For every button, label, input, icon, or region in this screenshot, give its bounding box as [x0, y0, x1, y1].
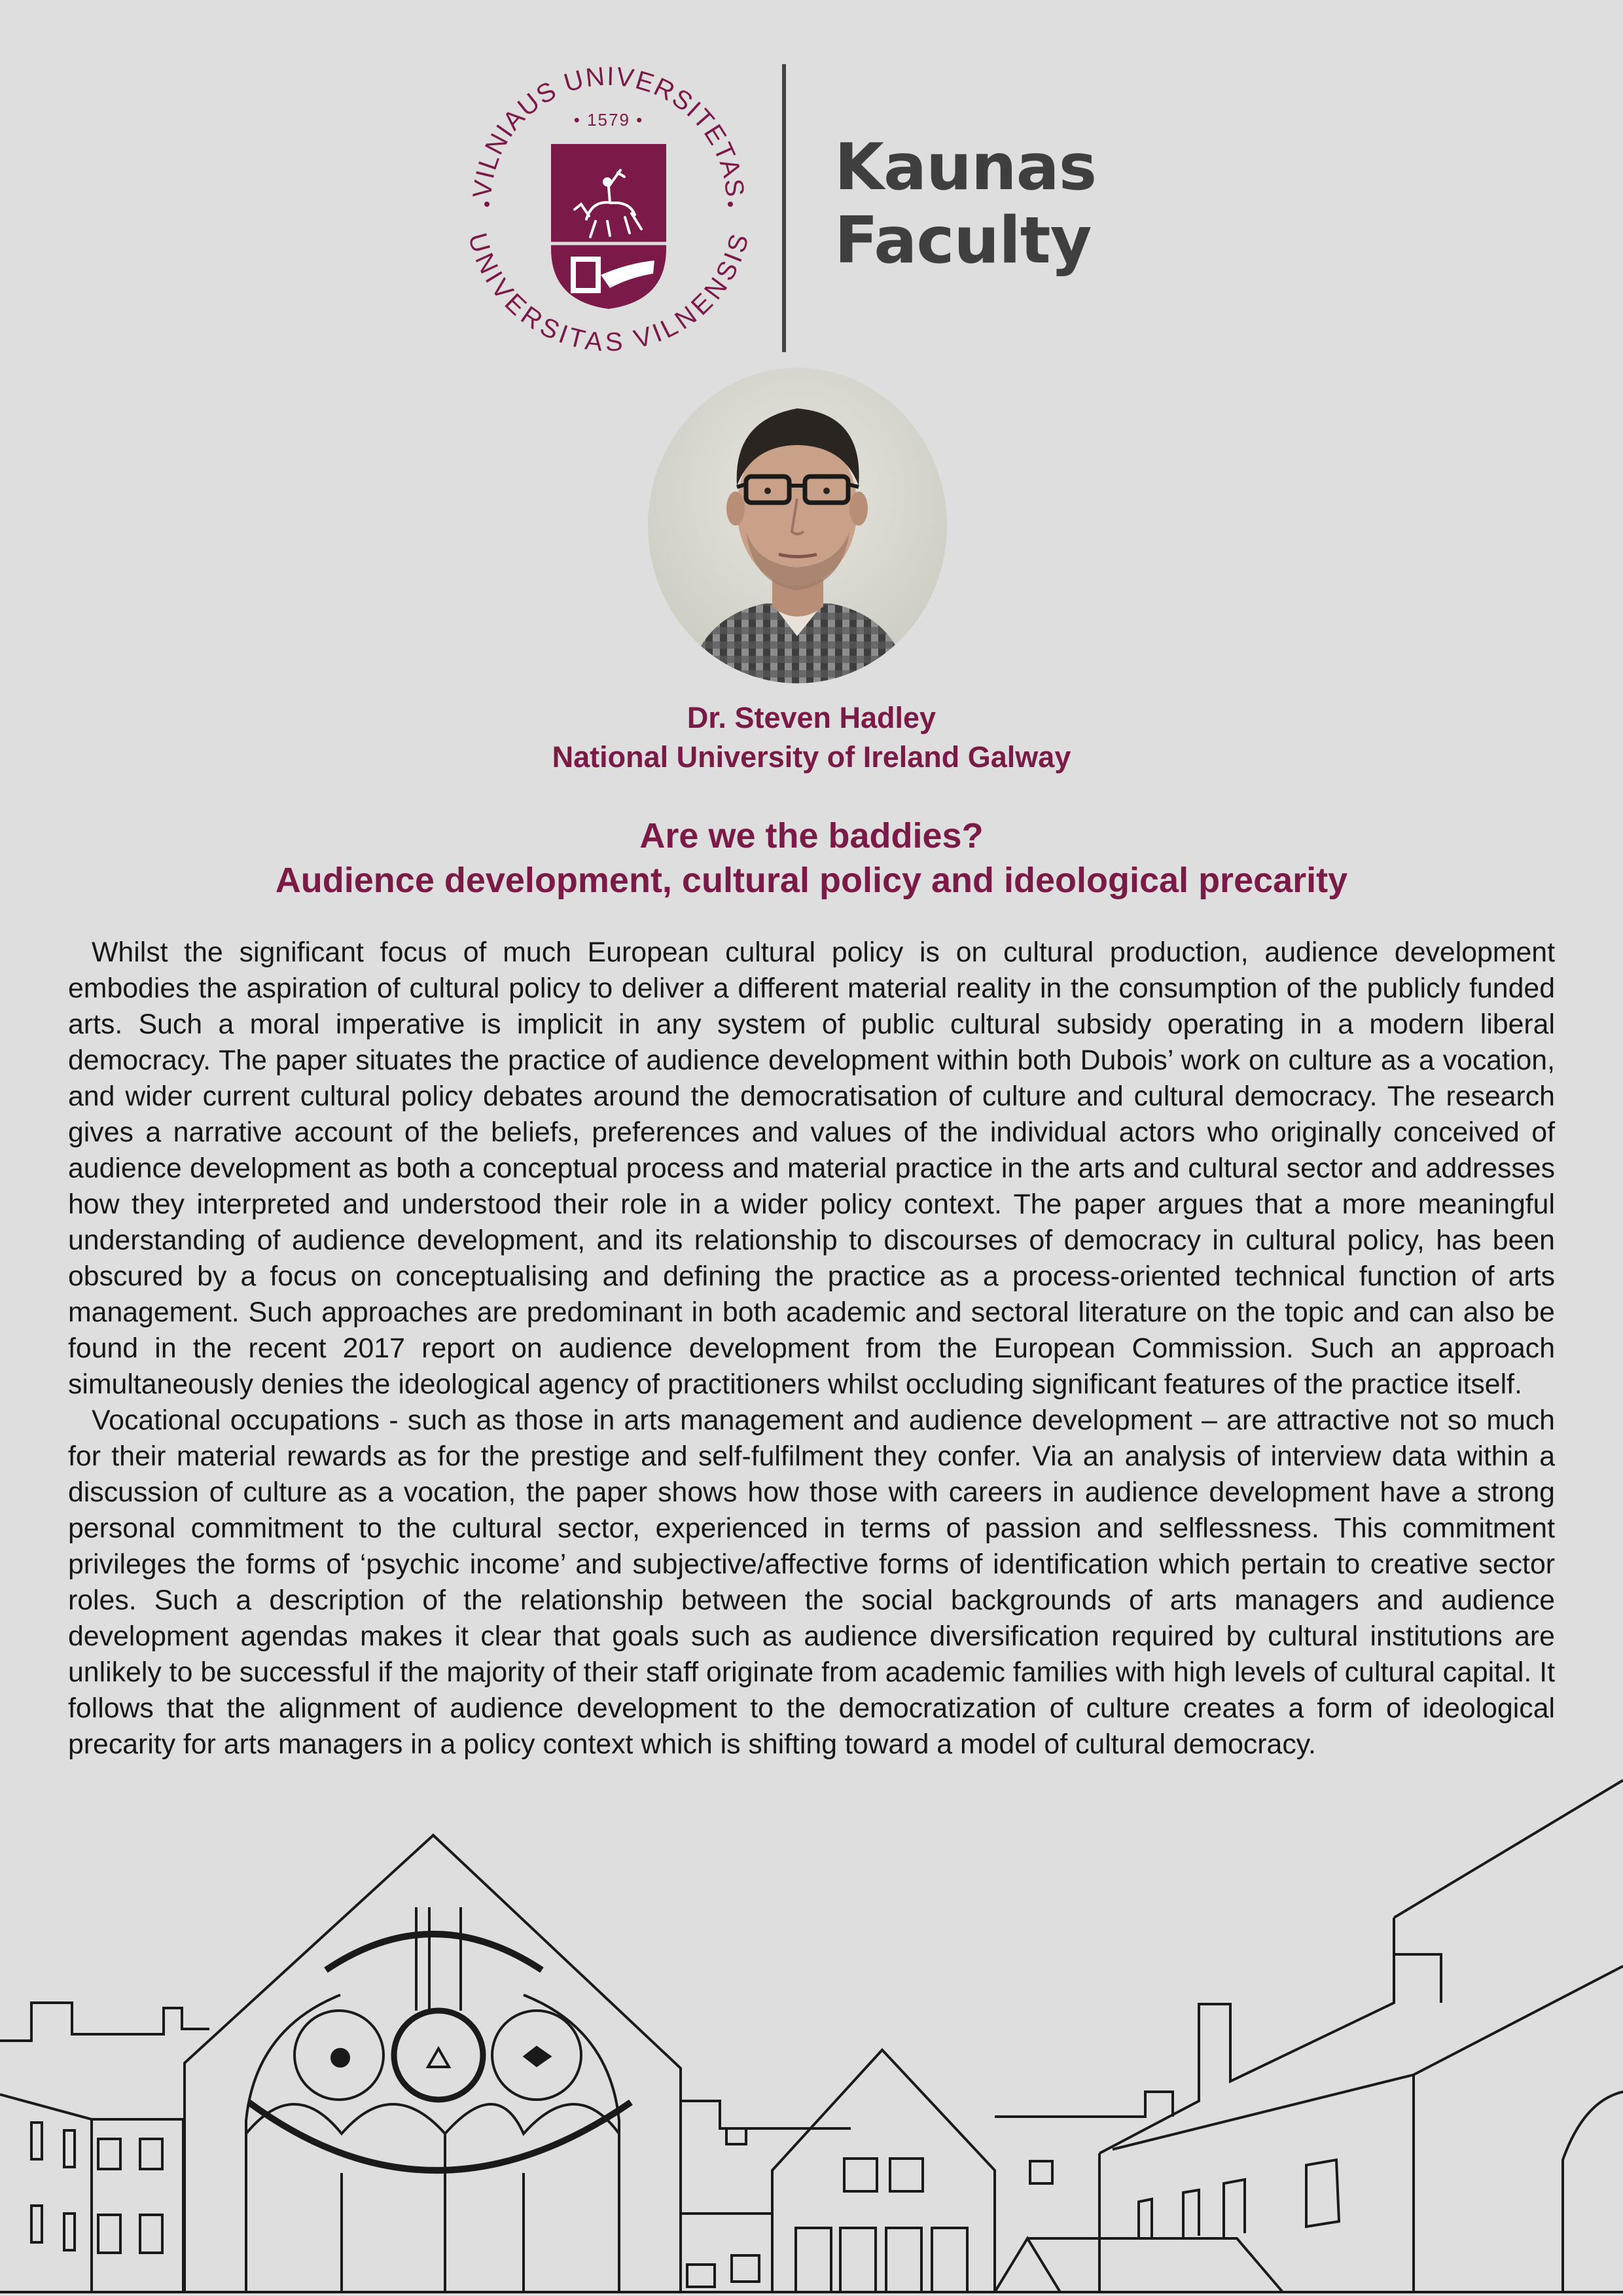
abstract-paragraph-2: Vocational occupations - such as those in arts management and audience development – are attractive not so much for their material rewards as for the prestige and self-fulfilment they confer. Via an analysis of interview data within a discussion of culture as a vocation, the paper shows how those with careers in audience development have a strong personal commitment to the cultural sector, experienced in terms of passion and selflessness. This commitment privileges the forms of ‘psychic income’ and subjective/affective forms of identification which pertain to creative sector roles. Such a description of the relationship between the social backgrounds of arts managers and audience development agendas makes it clear that goals such as audience diversification required by cultural institutions are unlikely to be successful if the majority of their staff originate from academic families with high levels of cultural capital. It follows that the alignment of audience development to the democratization of culture creates a form of ideological precarity for arts managers in a policy context which is shifting toward a model of cultural democracy.: [68, 1405, 1555, 1760]
speaker-name: Dr. Steven Hadley: [687, 701, 936, 734]
speaker-photo: [648, 368, 947, 683]
faculty-name: [834, 131, 1096, 278]
seal-year: 1579: [587, 110, 630, 130]
svg-text:• 1579 •: • 1579 •: [573, 110, 644, 130]
abstract-paragraph-1: Whilst the significant focus of much European cultural policy is on cultural production, audience development embodies the aspiration of cultural policy to deliver a different material reality in the consumption of the publicly funded arts. Such a moral imperative is implicit in any system of public cultural subsidy operating in a modern liberal democracy. The paper situates the practice of audience development within both Dubois’ work on culture as a vocation, and wider current cultural policy debates around the democratisation of culture and cultural democracy. The research gives a narrative account of the beliefs, preferences and values of the individual actors who originally conceived of audience development as both a conceptual process and material practice in the arts and cultural sector and addresses how they interpreted and understood their role in a wider policy context. The paper argues that a more meaningful understanding of audience development, and its relationship to discourses of democracy in cultural policy, has been obscured by a focus on conceptualising and defining the practice as a process-oriented technical function of arts management. Such approaches are predominant in both academic and sectoral literature on the topic and can also be found in the recent 2017 report on audience development from the European Commission. Such an approach simultaneously denies the ideological agency of practitioners whilst occluding significant features of the practice itself.: [68, 937, 1555, 1400]
header-divider: [782, 64, 786, 352]
seal-ring-top-text: VILNIAUS UNIVERSITETAS: [467, 62, 750, 200]
talk-title-line2: Audience development, cultural policy and ideological precarity: [275, 861, 1348, 900]
seal-ring-bottom-text: UNIVERSITAS VILNENSIS: [462, 230, 755, 353]
university-seal-logo: [458, 52, 759, 353]
abstract: [68, 935, 1555, 1763]
faculty-name-line1: Kaunas: [834, 130, 1097, 205]
skyline-illustration: [0, 1767, 1623, 2296]
faculty-name-line2: Faculty: [834, 204, 1092, 278]
speaker-affiliation: National University of Ireland Galway: [552, 740, 1071, 774]
talk-title-line1: Are we the baddies?: [639, 816, 984, 855]
